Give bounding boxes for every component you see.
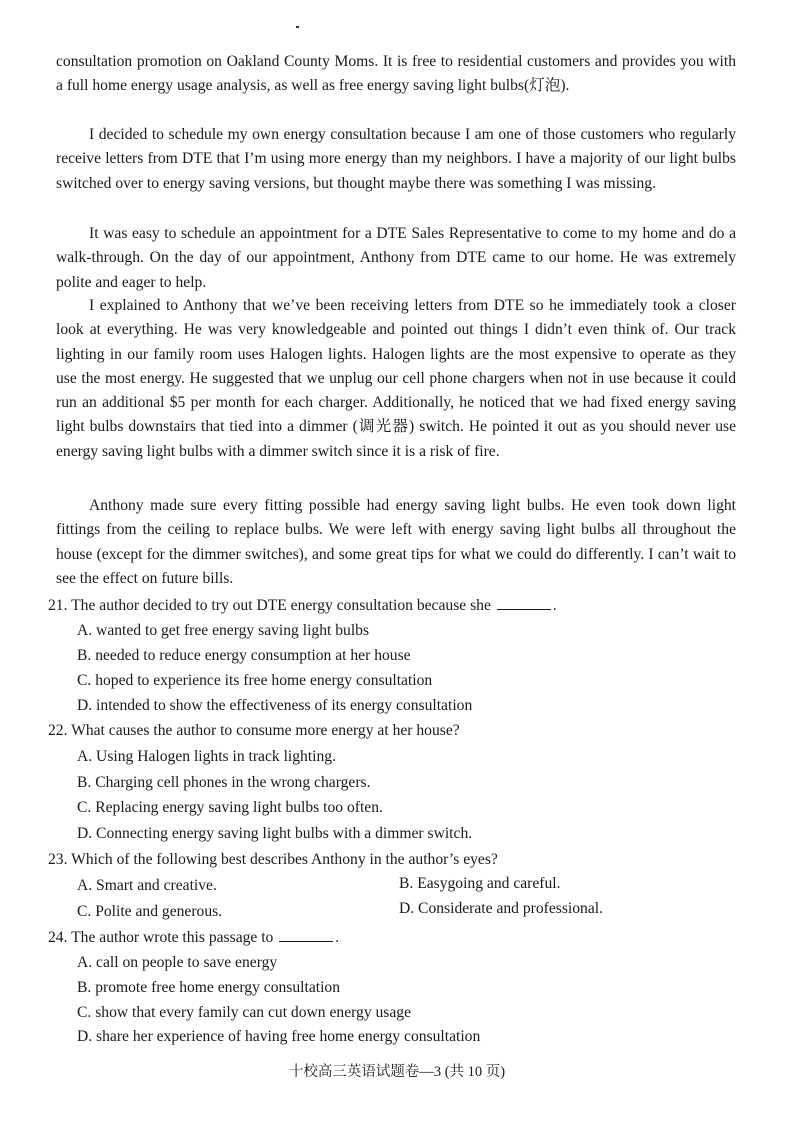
question-23-option-b: B. Easygoing and careful. — [399, 875, 561, 892]
question-22-option-b: B. Charging cell phones in the wrong chargers. — [77, 774, 371, 791]
question-number: 23. — [48, 851, 68, 868]
passage-paragraph-3: It was easy to schedule an appointment for a DTE Sales Representative to come to my home and do a walk-through. On the day of our appointment, Anthony from DTE came to our home. He was extremely polite and eager to help. — [56, 225, 736, 291]
question-22-option-c: C. Replacing energy saving light bulbs too often. — [77, 799, 383, 816]
scan-speck — [296, 26, 299, 28]
question-21-stem — [48, 594, 748, 618]
passage-paragraph-4: I explained to Anthony that we’ve been receiving letters from DTE so he immediately took a closer look at everything. He was very knowledgeable and pointed out things I didn’t even think of. Our track lighting in our family room uses Halogen lights. Halogen lights are the most expensive to operate as they use the most energy. He suggested that we unplug our cell phone chargers when not in use because it could run an additional $5 per month for each charger. Additionally, he noticed that we had fixed energy saving light bulbs downstairs that tied into a dimmer (调光器) switch. He pointed it out as you should never use energy saving light bulbs with a dimmer switch since it is a risk of fire. — [56, 297, 736, 460]
question-text: The author decided to try out DTE energy consultation because she — [71, 597, 491, 614]
question-21-option-a: A. wanted to get free energy saving light bulbs — [77, 622, 370, 639]
question-number: 22. — [48, 722, 68, 739]
question-text-end: . — [335, 929, 340, 946]
question-number: 21. — [48, 597, 68, 614]
question-text-end: . — [552, 597, 557, 614]
question-21-option-c: C. hoped to experience its free home energy consultation — [77, 672, 433, 689]
passage-paragraph-1: consultation promotion on Oakland County Moms. It is free to residential customers and provides you with a full home energy usage analysis, as well as free energy saving light bulbs(灯泡). — [56, 53, 736, 95]
question-22-stem — [48, 719, 748, 743]
question-22-option-a: A. Using Halogen lights in track lighting. — [77, 748, 337, 765]
question-24-stem — [48, 926, 748, 950]
question-23-option-d: D. Considerate and professional. — [399, 900, 603, 917]
question-23-option-a: A. Smart and creative. — [77, 877, 217, 894]
question-text: The author wrote this passage to — [71, 929, 274, 946]
answer-blank — [279, 927, 333, 942]
question-number: 24. — [48, 929, 68, 946]
question-23-stem — [48, 848, 748, 872]
question-24-option-a: A. call on people to save energy — [77, 954, 278, 971]
passage-paragraph-2: I decided to schedule my own energy consultation because I am one of those customers who regularly receive letters from DTE that I’m using more energy than my neighbors. I have a majority of our light bulbs switched over to energy saving versions, but thought maybe there was something I was missing. — [56, 126, 736, 192]
question-24-option-c: C. show that every family can cut down energy usage — [77, 1004, 412, 1021]
question-24-option-b: B. promote free home energy consultation — [77, 979, 340, 996]
question-22-option-d: D. Connecting energy saving light bulbs with a dimmer switch. — [77, 825, 473, 842]
answer-blank — [497, 595, 551, 610]
question-21-option-d: D. intended to show the effectiveness of its energy consultation — [77, 697, 473, 714]
page-footer: 十校高三英语试题卷—3 (共 10 页) — [288, 1064, 506, 1080]
question-24-option-d: D. share her experience of having free home energy consultation — [77, 1028, 481, 1045]
question-23-option-c: C. Polite and generous. — [77, 903, 223, 920]
question-21-option-b: B. needed to reduce energy consumption at her house — [77, 647, 411, 664]
question-text: Which of the following best describes Anthony in the author’s eyes? — [71, 851, 498, 868]
passage-paragraph-5: Anthony made sure every fitting possible had energy saving light bulbs. He even took down light fittings from the ceiling to replace bulbs. We were left with energy saving light bulbs all throughout the house (except for the dimmer switches), and some great tips for what we could do differently. I can’t wait to see the effect on future bills. — [56, 497, 736, 587]
question-text: What causes the author to consume more energy at her house? — [71, 722, 460, 739]
